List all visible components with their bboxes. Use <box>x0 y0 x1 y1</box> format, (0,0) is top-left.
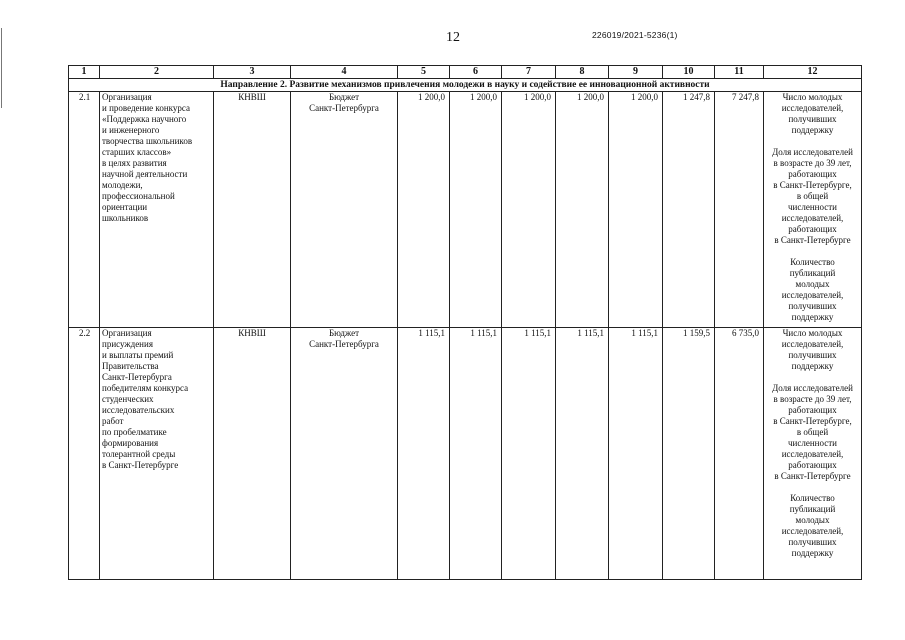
funding-value: 1 115,1 <box>609 328 663 580</box>
funding-value: 1 159,5 <box>663 328 715 580</box>
indicator-line: работающих <box>788 460 837 470</box>
indicator-line: Число молодых <box>782 328 843 338</box>
indicator-line: поддержку <box>791 361 834 371</box>
section-row <box>69 79 862 92</box>
indicator-line: работающих <box>788 169 837 179</box>
scan-edge-mark <box>1 28 4 108</box>
column-header: 2 <box>100 66 214 79</box>
column-header: 10 <box>663 66 715 79</box>
executor: КНВШ <box>214 92 291 328</box>
activity-name-line: Организация <box>102 92 152 102</box>
indicator-line: Количество <box>790 257 835 267</box>
indicator <box>766 92 859 136</box>
funding-value: 1 200,0 <box>450 92 502 328</box>
indicator-line: численности <box>788 438 837 448</box>
indicator <box>766 328 859 372</box>
activity-name-line: работ <box>102 416 124 426</box>
indicator-line: в Санкт-Петербурге, <box>773 180 852 190</box>
header-row <box>69 66 862 79</box>
row-number: 2.2 <box>69 328 100 580</box>
funding-source-line: Бюджет <box>328 92 360 102</box>
funding-value: 1 200,0 <box>502 92 556 328</box>
activity-name-line: «Поддержка научного <box>102 114 187 124</box>
indicator-line: исследователей, <box>781 290 844 300</box>
activity-name-line: ориентации <box>102 202 148 212</box>
indicators <box>764 328 862 580</box>
activity-name-line: профессиональной <box>102 191 175 201</box>
indicator-line: Доля исследователей <box>772 383 853 393</box>
section-title: Направление 2. Развитие механизмов привлечения молодежи в науку и содействие ее инновационной активности <box>69 79 862 92</box>
funding-value: 7 247,8 <box>715 92 764 328</box>
indicator-line: молодых <box>795 279 830 289</box>
page-number: 12 <box>446 30 460 45</box>
funding-value: 1 115,1 <box>398 328 450 580</box>
funding-source-line: Санкт-Петербурга <box>309 103 379 113</box>
activity-name-line: по пробелматике <box>102 427 167 437</box>
column-header: 3 <box>214 66 291 79</box>
indicator-line: исследователей, <box>781 526 844 536</box>
indicator-line: в возрасте до 39 лет, <box>773 158 852 168</box>
indicator <box>766 147 859 246</box>
indicator <box>766 493 859 559</box>
activity-name-line: творчества школьников <box>102 136 193 146</box>
activity-name-line: в целях развития <box>102 158 167 168</box>
indicator-line: молодых <box>795 515 830 525</box>
indicator-line: поддержку <box>791 125 834 135</box>
activity-name-line: присуждения <box>102 339 153 349</box>
activity-name <box>100 328 214 580</box>
indicator-line: Количество <box>790 493 835 503</box>
indicator-line: в общей <box>796 427 829 437</box>
table-row <box>69 328 862 580</box>
activity-name-line: школьников <box>102 213 149 223</box>
activity-name-line: Организация <box>102 328 152 338</box>
activity-name-line: формирования <box>102 438 159 448</box>
column-header: 5 <box>398 66 450 79</box>
indicator <box>766 383 859 482</box>
indicator-line: работающих <box>788 405 837 415</box>
indicator-line: публикаций <box>789 504 836 514</box>
indicator-line: в Санкт-Петербурге, <box>773 416 852 426</box>
activity-name-line: и выплаты премий <box>102 350 174 360</box>
funding-value: 1 200,0 <box>609 92 663 328</box>
indicator-line: работающих <box>788 224 837 234</box>
indicator-line: публикаций <box>789 268 836 278</box>
funding-source <box>291 92 398 328</box>
indicator-line: Число молодых <box>782 92 843 102</box>
activity-name-line: Правительства <box>102 361 159 371</box>
column-header: 9 <box>609 66 663 79</box>
activity-name-line: в Санкт-Петербурге <box>102 460 179 470</box>
activity-name-line: исследовательских <box>102 405 175 415</box>
column-header: 1 <box>69 66 100 79</box>
indicator-line: в Санкт-Петербурге <box>774 471 851 481</box>
column-header: 6 <box>450 66 502 79</box>
column-header: 4 <box>291 66 398 79</box>
indicator-line: получивших <box>788 114 837 124</box>
indicator-line: получивших <box>788 537 837 547</box>
indicator-line: в общей <box>796 191 829 201</box>
program-table <box>68 65 862 580</box>
activity-name-line: молодежи, <box>102 180 143 190</box>
activity-name-line: научной деятельности <box>102 169 188 179</box>
activity-name-line: студенческих <box>102 394 154 404</box>
activity-name-line: и проведение конкурса <box>102 103 190 113</box>
indicator-line: в возрасте до 39 лет, <box>773 394 852 404</box>
funding-source-line: Бюджет <box>328 328 360 338</box>
indicator-line: поддержку <box>791 312 834 322</box>
activity-name-line: Санкт-Петербурга <box>102 372 172 382</box>
column-header: 12 <box>764 66 862 79</box>
activity-name-line: старших классов» <box>102 147 172 157</box>
indicator-line: численности <box>788 202 837 212</box>
funding-value: 1 247,8 <box>663 92 715 328</box>
funding-source-line: Санкт-Петербурга <box>309 339 379 349</box>
executor: КНВШ <box>214 328 291 580</box>
column-header: 7 <box>502 66 556 79</box>
indicators <box>764 92 862 328</box>
funding-value: 1 115,1 <box>556 328 609 580</box>
indicator-line: исследователей, <box>781 339 844 349</box>
table-row <box>69 92 862 328</box>
funding-source <box>291 328 398 580</box>
indicator <box>766 257 859 323</box>
funding-value: 1 115,1 <box>450 328 502 580</box>
activity-name <box>100 92 214 328</box>
funding-value: 1 200,0 <box>398 92 450 328</box>
indicator-line: исследователей, <box>781 449 844 459</box>
indicator-line: получивших <box>788 301 837 311</box>
column-header: 8 <box>556 66 609 79</box>
indicator-line: в Санкт-Петербурге <box>774 235 851 245</box>
activity-name-line: толерантной среды <box>102 449 176 459</box>
indicator-line: поддержку <box>791 548 834 558</box>
row-number: 2.1 <box>69 92 100 328</box>
indicator-line: исследователей, <box>781 213 844 223</box>
indicator-line: получивших <box>788 350 837 360</box>
activity-name-line: и инженерного <box>102 125 160 135</box>
funding-value: 1 115,1 <box>502 328 556 580</box>
indicator-line: Доля исследователей <box>772 147 853 157</box>
activity-name-line: победителям конкурса <box>102 383 189 393</box>
document-id: 226019/2021-5236(1) <box>592 30 678 40</box>
funding-value: 6 735,0 <box>715 328 764 580</box>
column-header: 11 <box>715 66 764 79</box>
funding-value: 1 200,0 <box>556 92 609 328</box>
indicator-line: исследователей, <box>781 103 844 113</box>
